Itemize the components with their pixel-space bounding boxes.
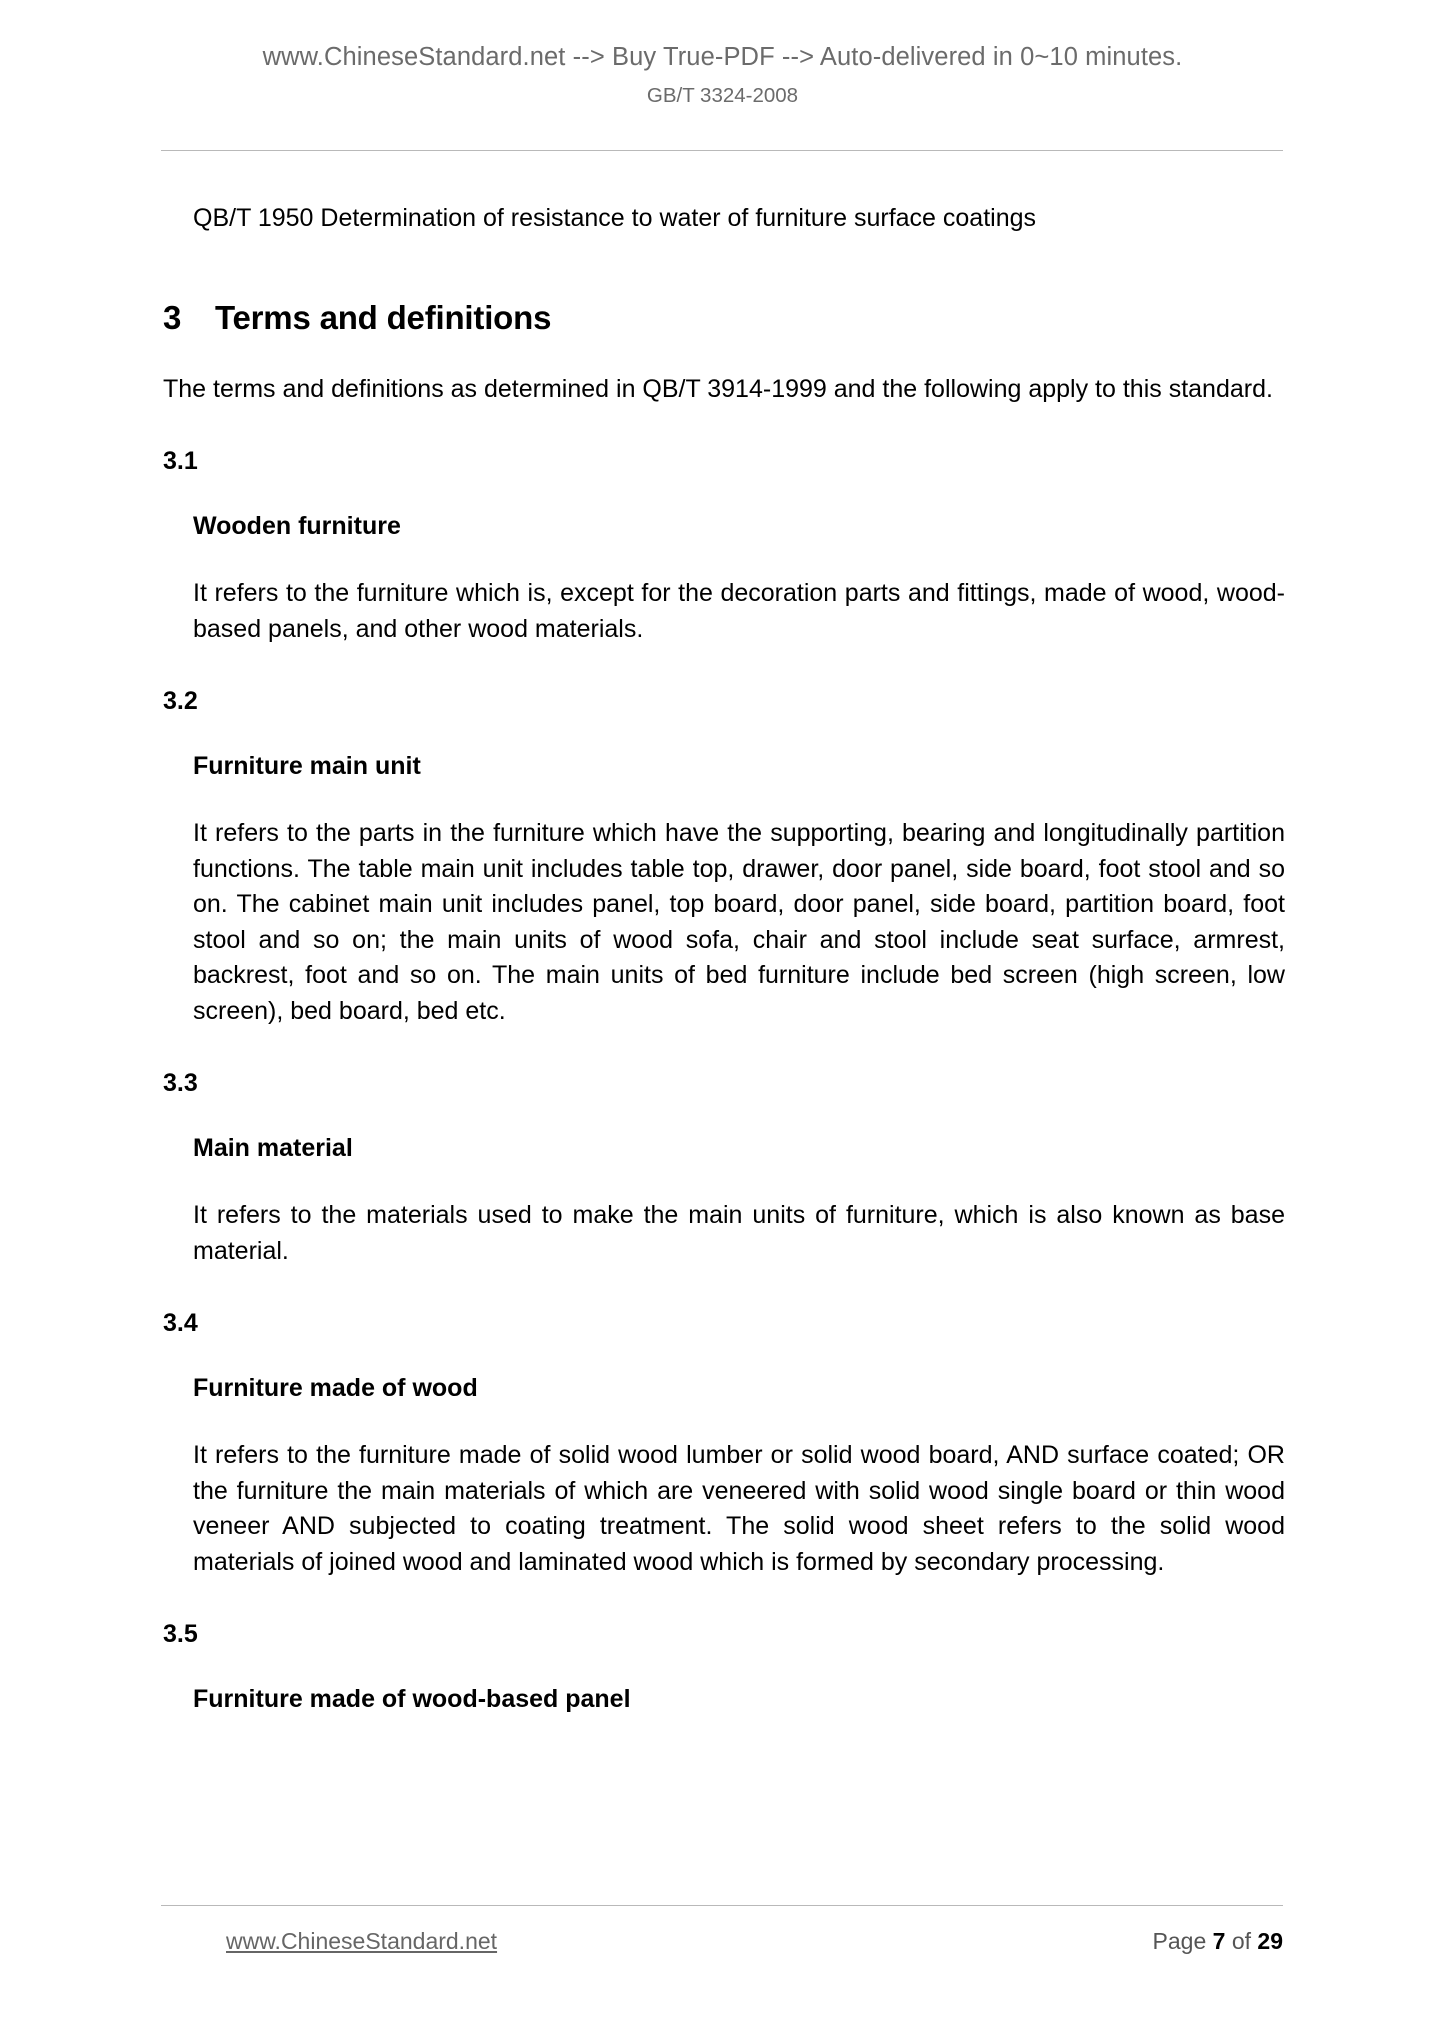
total-page-count: 29 [1257,1928,1283,1954]
clause-definition-3-3: It refers to the materials used to make the main units of furniture, which is also known as base material. [193,1201,1285,1265]
footer-divider [161,1905,1283,1906]
page-header [0,0,1445,110]
clause-term-3-2: Furniture main unit [193,751,421,780]
clause-number-3-4: 3.4 [163,1309,198,1338]
section-title-text: Terms and definitions [215,299,552,337]
clause-term-3-3: Main material [193,1133,353,1162]
clause-definition-3-4: It refers to the furniture made of solid wood lumber or solid wood board, AND surface coated; OR the furniture the main materials of which are veneered with solid wood single board or thin wood veneer AND subjected to coating treatment. The solid wood sheet refers to the solid wood materials of joined wood and laminated wood which is formed by secondary processing. [193,1441,1285,1576]
header-divider [161,150,1283,151]
normative-reference-line: QB/T 1950 Determination of resistance to water of furniture surface coatings [193,204,1037,232]
page-label: Page [1152,1928,1207,1954]
page-content [163,186,1285,1715]
section-heading [163,298,1285,338]
of-label: of [1231,1928,1252,1954]
section-number: 3 [163,299,182,337]
clause-term-3-4: Furniture made of wood [193,1373,478,1402]
clause-number-3-5: 3.5 [163,1620,198,1649]
standard-code-text: GB/T 3324-2008 [646,84,799,108]
footer-website-link[interactable]: www.ChineseStandard.net [226,1928,498,1954]
clause-definition-3-1: It refers to the furniture which is, except for the decoration parts and fittings, made of wood, wood-based panels, and other wood materials. [193,579,1285,643]
clause-number-3-3: 3.3 [163,1069,198,1098]
promo-banner-text: www.ChineseStandard.net --> Buy True-PDF --> Auto-delivered in 0~10 minutes. [262,43,1183,71]
clause-number-3-1: 3.1 [163,447,198,476]
clause-definition-3-2: It refers to the parts in the furniture which have the supporting, bearing and longitudinally partition functions. The table main unit includes table top, drawer, door panel, side board, foot stool and so on. The cabinet main unit includes panel, top board, door panel, side board, partition board, foot stool and so on; the main units of wood sofa, chair and stool include seat surface, armrest, backrest, foot and so on. The main units of bed furniture include bed screen (high screen, low screen), bed board, bed etc. [193,819,1285,1025]
page-indicator [1153,1928,1283,1955]
clause-term-3-5: Furniture made of wood-based panel [193,1684,631,1713]
page-footer [161,1928,1283,1955]
clause-term-3-1: Wooden furniture [193,511,401,540]
clause-number-3-2: 3.2 [163,687,198,716]
section-intro-paragraph: The terms and definitions as determined in QB/T 3914-1999 and the following apply to this standard. [163,374,1273,403]
current-page-number: 7 [1212,1928,1226,1954]
